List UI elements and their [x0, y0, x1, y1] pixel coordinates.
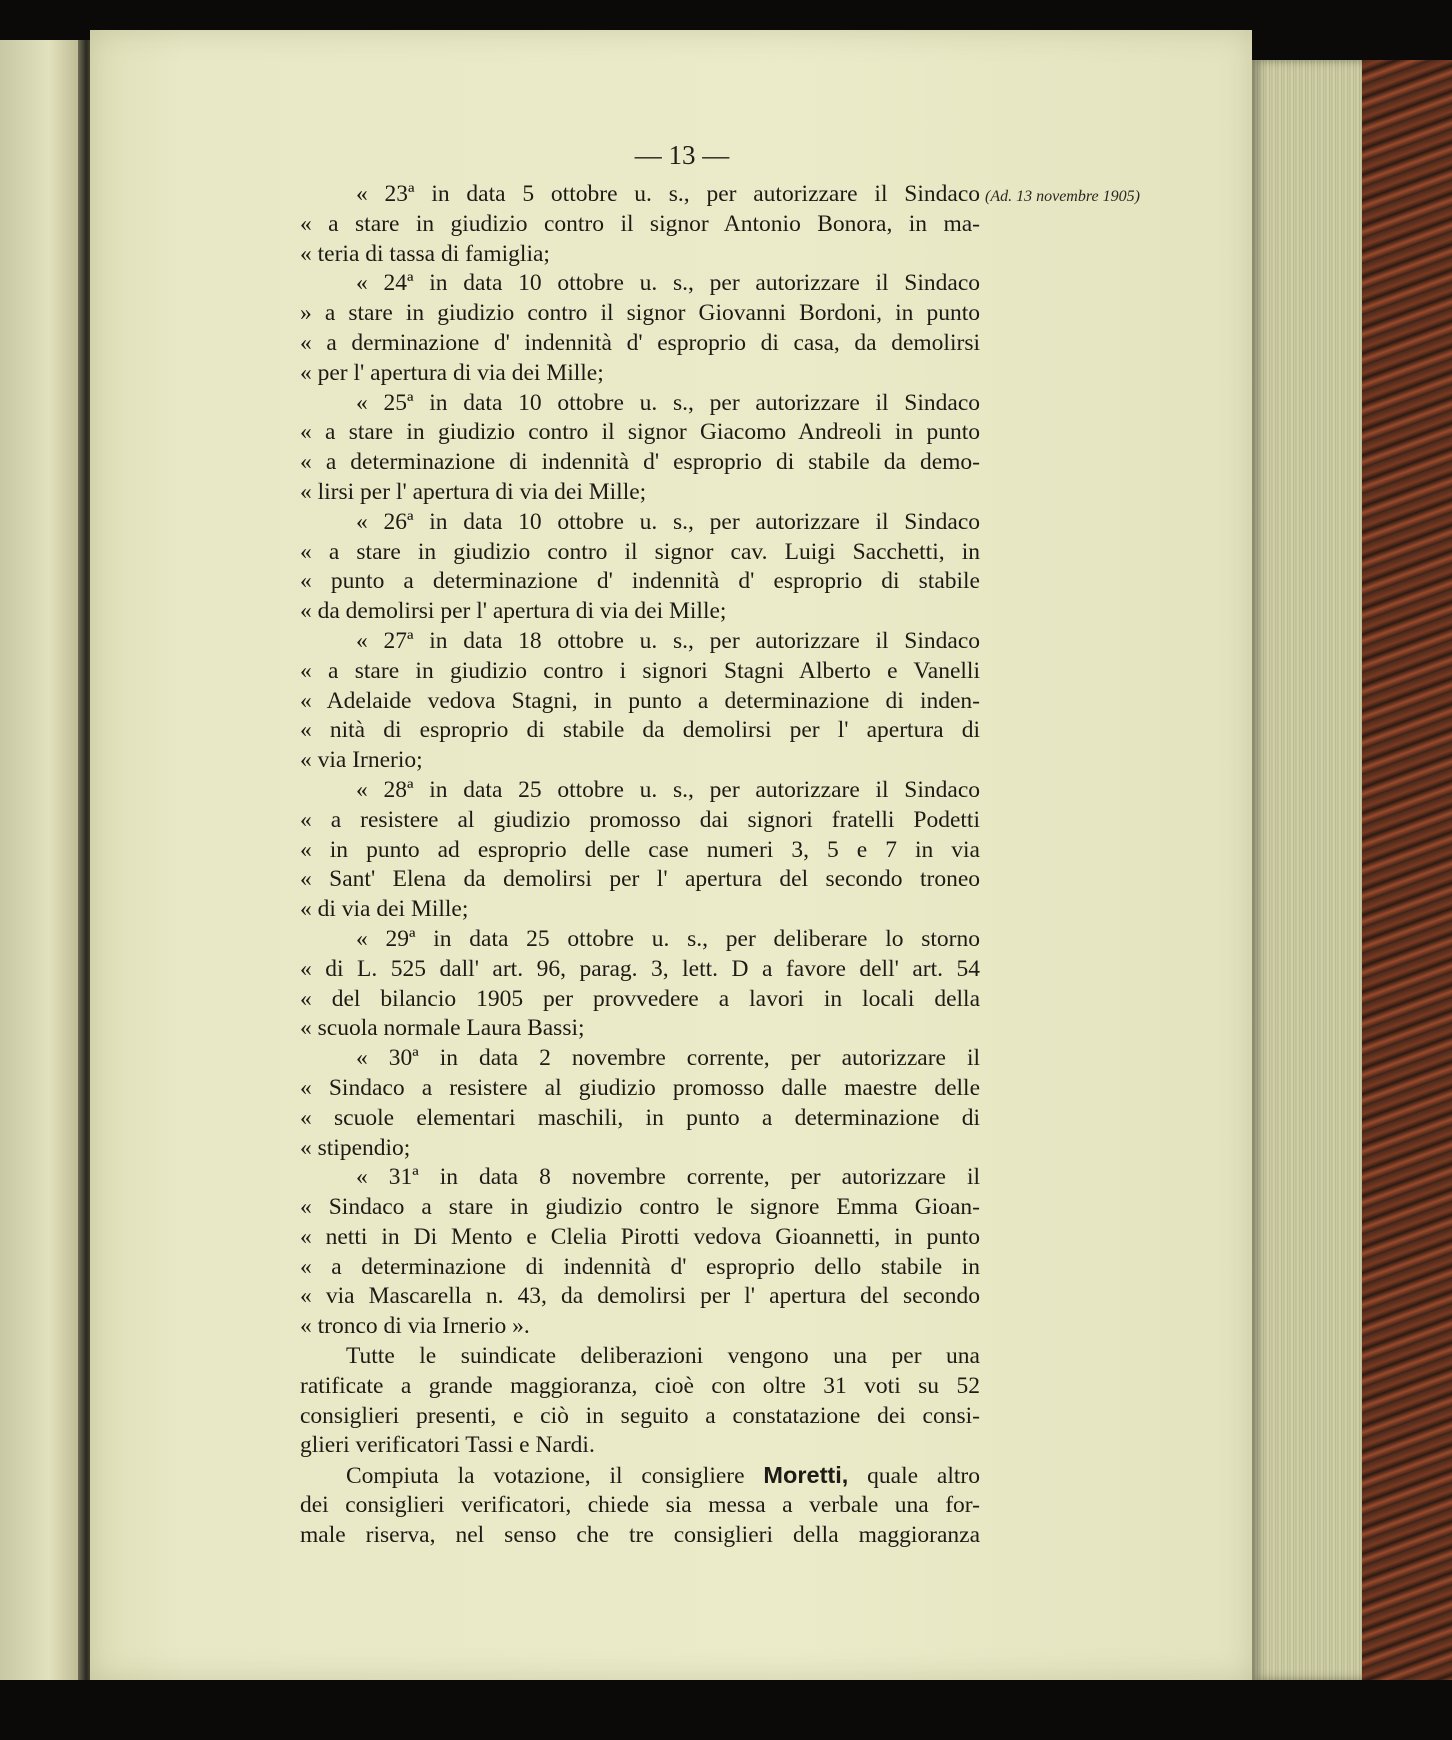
- text-line: « in punto ad esproprio delle case numeri 3, 5 e 7 in via: [300, 836, 980, 863]
- text-line: « 23ª in data 5 ottobre u. s., per autorizzare il Sindaco: [356, 181, 980, 207]
- text-line: dei consiglieri verificatori, chiede sia messa a verbale una for-: [300, 1492, 980, 1519]
- text-line: « stipendio;: [300, 1134, 411, 1161]
- text-line: « Adelaide vedova Stagni, in punto a determinazione di inden-: [300, 687, 980, 714]
- text-line: « teria di tassa di famiglia;: [300, 240, 550, 267]
- book-cover-edge: [1362, 60, 1452, 1680]
- text-line: « Sant' Elena da demolirsi per l' apertura del secondo troneo: [300, 866, 980, 893]
- text-line: « 30ª in data 2 novembre corrente, per autorizzare il: [356, 1045, 980, 1072]
- margin-note: (Ad. 13 novembre 1905): [985, 188, 1140, 205]
- text-line: « Sindaco a stare in giudizio contro le signore Emma Gioan-: [300, 1194, 980, 1221]
- text-line: « tronco di via Irnerio ».: [300, 1313, 530, 1340]
- text-line: « scuole elementari maschili, in punto a determinazione di: [300, 1104, 980, 1131]
- text-line: « via Mascarella n. 43, da demolirsi per l' apertura del secondo: [300, 1283, 980, 1310]
- previous-page-edge: [0, 40, 82, 1680]
- text-line: « 29ª in data 25 ottobre u. s., per deliberare lo storno: [356, 925, 980, 952]
- body-text: [300, 180, 980, 1551]
- text-line: « 26ª in data 10 ottobre u. s., per autorizzare il Sindaco: [356, 508, 980, 535]
- text-line: « via Irnerio;: [300, 747, 423, 774]
- text-line: « a stare in giudizio contro il signor Antonio Bonora, in ma-: [300, 210, 980, 237]
- text-line: Tutte le suindicate deliberazioni vengono una per una: [346, 1343, 980, 1370]
- text-line: « 31ª in data 8 novembre corrente, per autorizzare il: [356, 1164, 980, 1191]
- text-line: « di via dei Mille;: [300, 896, 469, 923]
- text-line: consiglieri presenti, e ciò in seguito a constatazione dei consi-: [300, 1402, 980, 1429]
- text-line: « scuola normale Laura Bassi;: [300, 1015, 585, 1042]
- text-line: « 24ª in data 10 ottobre u. s., per autorizzare il Sindaco: [356, 270, 980, 297]
- text-line: « lirsi per l' apertura di via dei Mille;: [300, 478, 647, 505]
- text-line: « di L. 525 dall' art. 96, parag. 3, lett. D a favore dell' art. 54: [300, 955, 980, 982]
- text-line: « Sindaco a resistere al giudizio promosso dalle maestre delle: [300, 1074, 980, 1101]
- text-line: « a stare in giudizio contro il signor Giacomo Andreoli in punto: [300, 419, 980, 446]
- text-line: glieri verificatori Tassi e Nardi.: [300, 1432, 595, 1459]
- text-line: « 25ª in data 10 ottobre u. s., per autorizzare il Sindaco: [356, 389, 980, 416]
- text-fragment: Compiuta la votazione, il consigliere: [346, 1463, 745, 1490]
- text-line: « netti in Di Mento e Clelia Pirotti vedova Gioannetti, in punto: [300, 1223, 980, 1250]
- text-line: « a determinazione di indennità d' esproprio di stabile da demo-: [300, 449, 980, 476]
- document-page: [90, 30, 1252, 1680]
- text-line: « punto a determinazione d' indennità d' esproprio di stabile: [300, 568, 980, 595]
- text-line: « nità di esproprio di stabile da demolirsi per l' apertura di: [300, 717, 980, 744]
- text-line: « da demolirsi per l' apertura di via dei Mille;: [300, 598, 727, 625]
- text-line: « a stare in giudizio contro i signori Stagni Alberto e Vanelli: [300, 657, 980, 684]
- text-line: « a resistere al giudizio promosso dai signori fratelli Podetti: [300, 806, 980, 833]
- text-line: male riserva, nel senso che tre consiglieri della maggioranza: [300, 1521, 980, 1548]
- text-line: [300, 1461, 980, 1491]
- text-line: « 28ª in data 25 ottobre u. s., per autorizzare il Sindaco: [356, 776, 980, 803]
- text-line: « del bilancio 1905 per provvedere a lavori in locali della: [300, 985, 980, 1012]
- text-line: « per l' apertura di via dei Mille;: [300, 359, 604, 386]
- page-stack-edge: [1252, 60, 1362, 1680]
- councillor-name: Moretti,: [763, 1462, 849, 1489]
- text-line: « a stare in giudizio contro il signor cav. Luigi Sacchetti, in: [300, 538, 980, 565]
- page-number: — 13 —: [634, 140, 730, 170]
- text-line: « a derminazione d' indennità d' esproprio di casa, da demolirsi: [300, 329, 980, 356]
- text-line: ratificate a grande maggioranza, cioè con oltre 31 voti su 52: [300, 1372, 980, 1399]
- text-line: » a stare in giudizio contro il signor Giovanni Bordoni, in punto: [300, 300, 980, 327]
- text-line: « a determinazione di indennità d' esproprio dello stabile in: [300, 1253, 980, 1280]
- text-line: « 27ª in data 18 ottobre u. s., per autorizzare il Sindaco: [356, 627, 980, 654]
- text-fragment: quale altro: [867, 1463, 980, 1490]
